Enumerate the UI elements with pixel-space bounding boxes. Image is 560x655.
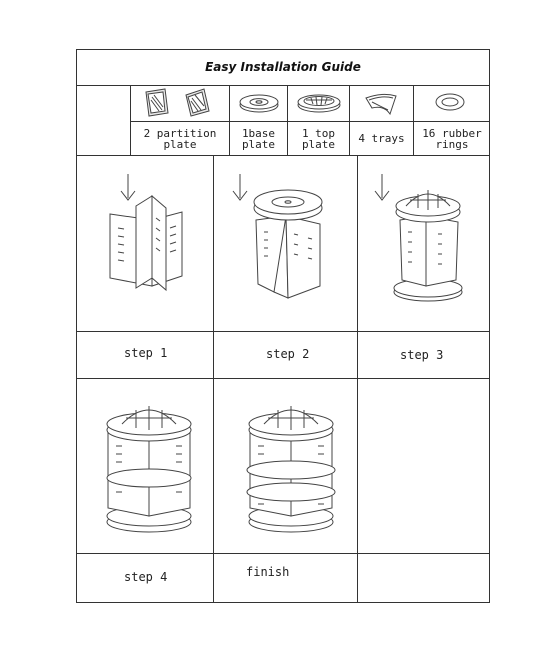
divider: [76, 553, 490, 554]
step1-label: step 1: [124, 346, 168, 360]
part-label-line: 1 top: [301, 127, 336, 140]
divider: [76, 331, 490, 332]
step3-illustration: [370, 168, 480, 303]
part-label-line: 1base: [241, 127, 276, 140]
tray-icon: [360, 90, 404, 118]
divider: [213, 155, 214, 603]
part-label-base-plate: [230, 128, 287, 150]
divider: [349, 85, 350, 155]
part-label-partition-plates: [131, 128, 229, 150]
part-label-top-plate: [288, 128, 349, 150]
part-label-line: rings: [435, 138, 469, 151]
rubber-ring-icon: [430, 90, 470, 116]
part-label-line: 4 trays: [358, 132, 405, 145]
step1-illustration: [100, 168, 200, 298]
step4-label: step 4: [124, 570, 168, 584]
top-plate-icon: [291, 90, 347, 116]
divider: [357, 155, 358, 603]
guide-title: Easy Installation Guide: [205, 60, 361, 74]
step2-label: step 2: [266, 347, 310, 361]
down-arrow-icon: [233, 174, 247, 200]
step4-illustration: [94, 400, 204, 535]
finish-label: finish: [246, 565, 290, 579]
part-label-line: plate: [301, 138, 336, 151]
base-plate-icon: [233, 90, 285, 116]
part-label-line: plate: [241, 138, 276, 151]
part-label-line: 16 rubber: [422, 127, 482, 140]
part-label-trays: [350, 133, 413, 144]
finish-illustration: [236, 400, 346, 535]
step3-label: step 3: [400, 348, 444, 362]
divider: [76, 378, 490, 379]
divider: [76, 155, 490, 156]
part-label-rubber-rings: [414, 128, 490, 150]
part-label-line: 2 partition: [143, 127, 217, 140]
part-label-line: plate: [163, 138, 197, 151]
down-arrow-icon: [375, 174, 389, 200]
divider: [76, 85, 490, 86]
step2-illustration: [228, 168, 343, 303]
partition-plates-icon: [138, 87, 222, 119]
down-arrow-icon: [121, 174, 135, 200]
divider: [130, 121, 490, 122]
